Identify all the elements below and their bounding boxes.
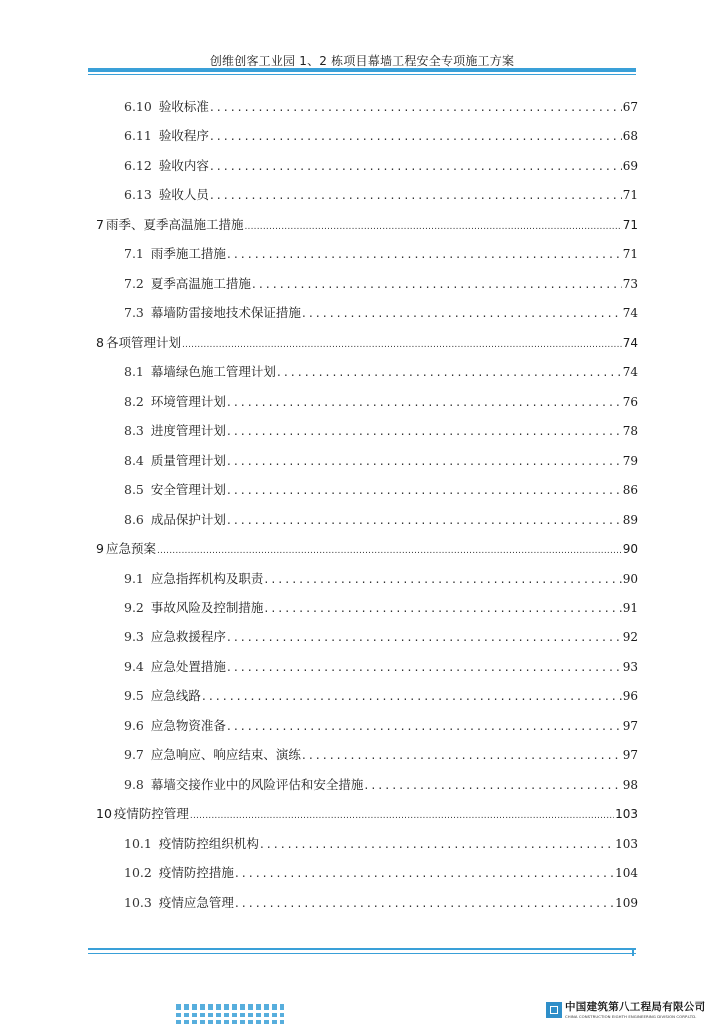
toc-dot-leader: [210, 92, 622, 121]
toc-entry-number: 9.8: [124, 776, 144, 792]
toc-chapter-entry[interactable]: [96, 799, 638, 828]
toc-entry-title: 疫情防控管理: [113, 806, 189, 822]
toc-entry-number: 8: [96, 334, 104, 350]
toc-entry-page: 97: [622, 718, 638, 733]
toc-entry-title: 雨季、夏季高温施工措施: [105, 216, 244, 232]
toc-section-entry[interactable]: [96, 269, 638, 298]
toc-entry-title: 验收人员: [158, 187, 209, 203]
toc-entry-title: 进度管理计划: [150, 423, 226, 439]
toc-dot-leader: [227, 622, 622, 651]
toc-dot-leader: [235, 888, 614, 917]
toc-entry-page: 90: [622, 571, 638, 586]
table-of-contents: [96, 92, 638, 917]
header-title: 创维创客工业园 1、2 栋项目幕墙工程安全专项施工方案: [209, 54, 515, 68]
toc-entry-title: 应急响应、响应结束、演练: [150, 747, 301, 763]
toc-section-entry[interactable]: [96, 180, 638, 209]
toc-entry-number: 6.11: [124, 128, 152, 144]
toc-section-entry[interactable]: [96, 416, 638, 445]
toc-entry-title: 夏季高温施工措施: [150, 275, 251, 291]
toc-entry-title: 疫情防控措施: [158, 865, 234, 881]
toc-dot-leader: [235, 858, 614, 887]
toc-entry-title: 应急处置措施: [150, 658, 226, 674]
toc-dot-leader: [210, 121, 622, 150]
toc-section-entry[interactable]: [96, 593, 638, 622]
toc-entry-page: 109: [615, 895, 638, 910]
toc-chapter-entry[interactable]: [96, 210, 638, 239]
toc-section-entry[interactable]: [96, 622, 638, 651]
toc-entry-number: 8.2: [124, 393, 144, 409]
toc-dot-leader: [210, 180, 622, 209]
toc-entry-page: 71: [622, 247, 638, 262]
toc-dot-leader: [302, 298, 622, 327]
toc-entry-number: 7: [96, 216, 104, 232]
toc-dot-leader: [227, 652, 622, 681]
toc-entry-page: 71: [622, 188, 638, 203]
toc-chapter-entry[interactable]: [96, 534, 638, 563]
toc-entry-number: 8.4: [124, 452, 144, 468]
toc-dot-leader: [227, 711, 622, 740]
toc-entry-title: 应急救援程序: [150, 629, 226, 645]
toc-section-entry[interactable]: [96, 387, 638, 416]
toc-entry-number: 8.3: [124, 423, 144, 439]
toc-entry-number: 9.1: [124, 570, 144, 586]
toc-entry-number: 9.6: [124, 717, 144, 733]
toc-entry-number: 6.13: [124, 187, 152, 203]
toc-section-entry[interactable]: [96, 858, 638, 887]
toc-entry-page: 104: [615, 866, 638, 881]
toc-dot-leader: [277, 357, 622, 386]
company-name-cn: 中国建筑第八工程局有限公司: [565, 1001, 706, 1013]
toc-dot-leader: [302, 740, 622, 769]
toc-entry-page: 103: [615, 836, 638, 851]
toc-entry-page: 103: [615, 807, 638, 822]
toc-entry-title: 成品保护计划: [150, 511, 226, 527]
toc-entry-page: 93: [622, 659, 638, 674]
toc-section-entry[interactable]: [96, 681, 638, 710]
toc-entry-title: 应急物资准备: [150, 717, 226, 733]
toc-entry-page: 97: [622, 748, 638, 763]
toc-entry-title: 验收程序: [158, 128, 209, 144]
toc-section-entry[interactable]: [96, 357, 638, 386]
toc-entry-number: 7.1: [124, 246, 144, 262]
toc-entry-number: 7.3: [124, 305, 144, 321]
toc-entry-page: 78: [622, 424, 638, 439]
toc-section-entry[interactable]: [96, 740, 638, 769]
toc-dot-leader: [244, 210, 621, 242]
toc-section-entry[interactable]: [96, 652, 638, 681]
decorative-pattern: [176, 1004, 284, 1024]
header-rule: [88, 68, 636, 72]
toc-dot-leader: [264, 564, 621, 593]
toc-entry-page: 90: [622, 542, 638, 557]
toc-entry-number: 9.2: [124, 599, 144, 615]
toc-dot-leader: [227, 446, 622, 475]
toc-dot-leader: [227, 475, 622, 504]
toc-section-entry[interactable]: [96, 475, 638, 504]
toc-dot-leader: [227, 239, 622, 268]
toc-dot-leader: [227, 416, 622, 445]
footer-tick: [632, 950, 634, 956]
toc-entry-page: 89: [622, 512, 638, 527]
toc-section-entry[interactable]: [96, 298, 638, 327]
toc-entry-page: 74: [622, 306, 638, 321]
toc-entry-number: 9.5: [124, 688, 144, 704]
toc-dot-leader: [252, 269, 622, 298]
toc-entry-page: 76: [622, 394, 638, 409]
toc-entry-number: 8.5: [124, 482, 144, 498]
toc-section-entry[interactable]: [96, 92, 638, 121]
toc-entry-page: 79: [622, 453, 638, 468]
toc-entry-title: 验收标准: [158, 99, 209, 114]
toc-section-entry[interactable]: [96, 888, 638, 917]
toc-entry-number: 8.1: [124, 364, 144, 380]
toc-entry-page: 74: [622, 365, 638, 380]
toc-dot-leader: [227, 505, 622, 534]
toc-entry-page: 92: [622, 630, 638, 645]
toc-entry-number: 9.7: [124, 747, 144, 763]
toc-entry-title: 应急预案: [105, 541, 156, 557]
toc-dot-leader: [210, 151, 622, 180]
toc-dot-leader: [190, 799, 614, 831]
footer-rule-thin: [88, 953, 636, 954]
company-logo: [546, 1002, 722, 1024]
toc-entry-title: 应急线路: [150, 688, 201, 704]
header-rule-thin: [88, 74, 636, 75]
toc-entry-title: 应急指挥机构及职责: [150, 570, 264, 586]
toc-entry-title: 幕墙绿色施工管理计划: [150, 364, 276, 380]
company-logo-icon: [546, 1002, 562, 1018]
toc-entry-title: 事故风险及控制措施: [150, 599, 264, 615]
toc-entry-number: 10: [96, 806, 112, 822]
toc-entry-number: 10.1: [124, 835, 152, 851]
toc-dot-leader: [260, 829, 614, 858]
toc-chapter-entry[interactable]: [96, 328, 638, 357]
toc-section-entry[interactable]: [96, 121, 638, 150]
toc-entry-title: 幕墙防雷接地技术保证措施: [150, 305, 301, 321]
toc-entry-page: 71: [622, 217, 638, 232]
toc-entry-title: 幕墙交接作业中的风险评估和安全措施: [150, 776, 364, 792]
toc-entry-title: 各项管理计划: [105, 334, 181, 350]
toc-entry-number: 9.4: [124, 658, 144, 674]
toc-dot-leader: [264, 593, 621, 622]
toc-entry-title: 疫情应急管理: [158, 894, 234, 910]
toc-dot-leader: [227, 387, 622, 416]
toc-section-entry[interactable]: [96, 505, 638, 534]
toc-entry-page: 98: [622, 777, 638, 792]
toc-section-entry[interactable]: [96, 239, 638, 268]
toc-dot-leader: [182, 328, 622, 360]
footer-rule: [88, 948, 636, 950]
toc-dot-leader: [364, 770, 621, 799]
toc-entry-title: 验收内容: [158, 157, 209, 173]
toc-entry-number: 6.10: [124, 99, 152, 114]
toc-section-entry[interactable]: [96, 564, 638, 593]
toc-entry-page: 86: [622, 483, 638, 498]
toc-entry-title: 安全管理计划: [150, 482, 226, 498]
toc-section-entry[interactable]: [96, 711, 638, 740]
company-name-en: CHINA CONSTRUCTION EIGHTH ENGINEERING DIVISION CORP.LTD.: [565, 1013, 697, 1019]
toc-section-entry[interactable]: [96, 770, 638, 799]
toc-dot-leader: [202, 681, 622, 710]
toc-section-entry[interactable]: [96, 446, 638, 475]
toc-entry-page: 96: [622, 689, 638, 704]
toc-section-entry[interactable]: [96, 829, 638, 858]
toc-entry-title: 雨季施工措施: [150, 246, 226, 262]
toc-entry-number: 7.2: [124, 275, 144, 291]
toc-entry-page: 68: [622, 129, 638, 144]
toc-section-entry[interactable]: [96, 151, 638, 180]
toc-dot-leader: [157, 534, 622, 566]
toc-entry-title: 环境管理计划: [150, 393, 226, 409]
toc-entry-page: 73: [622, 276, 638, 291]
toc-entry-page: 67: [622, 100, 638, 114]
toc-entry-page: 69: [622, 158, 638, 173]
toc-entry-number: 10.2: [124, 865, 152, 881]
toc-entry-page: 74: [622, 335, 638, 350]
toc-entry-number: 9.3: [124, 629, 144, 645]
toc-entry-page: 91: [622, 600, 638, 615]
toc-entry-number: 10.3: [124, 894, 152, 910]
toc-entry-number: 9: [96, 541, 104, 557]
toc-entry-title: 疫情防控组织机构: [158, 835, 259, 851]
toc-entry-number: 8.6: [124, 511, 144, 527]
toc-entry-number: 6.12: [124, 157, 152, 173]
toc-entry-title: 质量管理计划: [150, 452, 226, 468]
